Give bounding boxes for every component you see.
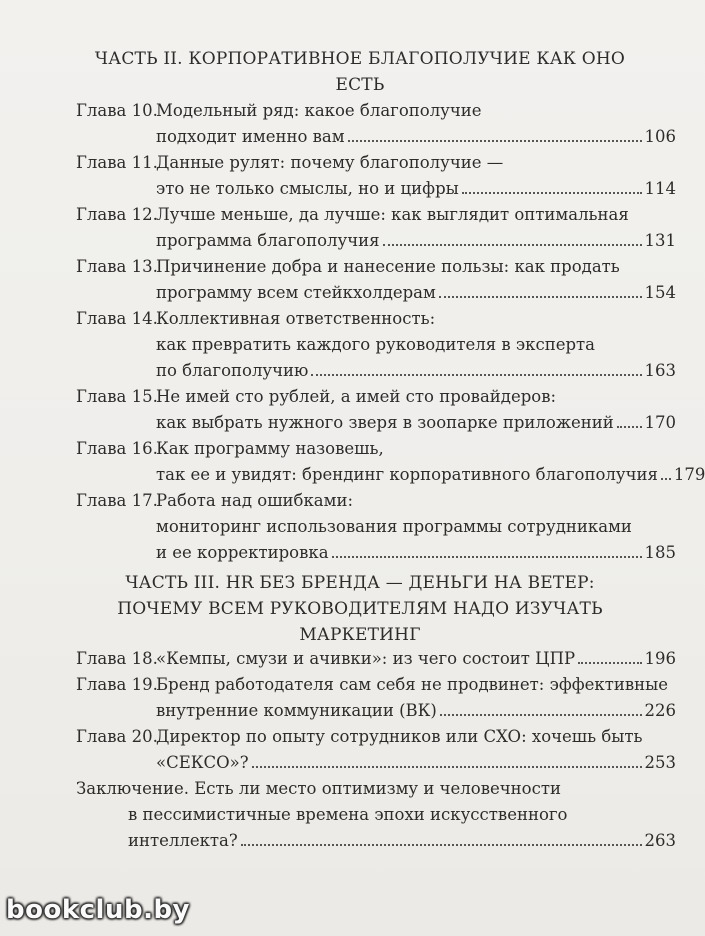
toc-entry [76, 436, 705, 488]
page-number: 131 [644, 231, 676, 250]
dot-leader [348, 124, 642, 142]
chapter-title-line: Лучше меньше, да лучше: как выглядит оптимальная [156, 205, 629, 224]
chapter-title-line: внутренние коммуникации (ВК) [156, 701, 437, 720]
toc-entry [76, 724, 676, 776]
chapter-label: Глава 18. [76, 649, 158, 668]
page-number: 170 [644, 413, 676, 432]
chapter-title-line: по благополучию [156, 361, 309, 380]
part-2-heading [60, 46, 660, 98]
toc-entry [76, 488, 676, 566]
dot-leader [311, 358, 641, 376]
chapter-title-line: это не только смыслы, но и цифры [156, 179, 459, 198]
chapter-title-line: Не имей сто рублей, а имей сто провайдеров: [156, 387, 557, 406]
chapter-title-line: Бренд работодателя сам себя не продвинет: эффективные [156, 675, 669, 694]
chapter-title-line: «Кемпы, смузи и ачивки»: из чего состоит ЦПР [156, 649, 576, 668]
chapter-label: Глава 20. [76, 727, 158, 746]
chapter-title-line: Причинение добра и нанесение пользы: как продать [156, 257, 620, 276]
chapter-label: Глава 13. [76, 257, 158, 276]
part-3-heading [60, 570, 660, 648]
chapter-label: Глава 11. [76, 153, 158, 172]
dot-leader [617, 410, 642, 428]
chapter-title-line: Как программу назовешь, [156, 439, 384, 458]
page-number: 114 [644, 179, 676, 198]
toc-entry [76, 384, 676, 436]
page-number: 253 [644, 753, 676, 772]
toc-entry [76, 150, 676, 202]
dot-leader [440, 698, 642, 716]
dot-leader [462, 176, 642, 194]
chapter-title-line: Работа над ошибками: [156, 491, 354, 510]
chapter-title-line: «СЕКСО»? [156, 753, 249, 772]
dot-leader [252, 750, 642, 768]
conclusion-entry [76, 776, 676, 854]
page-number: 196 [644, 649, 676, 668]
chapter-title-line: программу всем стейкхолдерам [156, 283, 436, 302]
chapter-title-line: Директор по опыту сотрудников или CXO: хочешь быть [156, 727, 643, 746]
toc-entry [76, 646, 676, 672]
page-number: 185 [644, 543, 676, 562]
dot-leader [439, 280, 642, 298]
chapter-title-line: как выбрать нужного зверя в зоопарке приложений [156, 413, 614, 432]
conclusion-line: интеллекта? [128, 831, 238, 850]
dot-leader [241, 828, 642, 846]
chapter-title-line: мониторинг использования программы сотрудниками [156, 517, 632, 536]
page-number: 154 [644, 283, 676, 302]
toc-entry [76, 254, 676, 306]
chapter-title-line: подходит именно вам [156, 127, 345, 146]
conclusion-line: в пессимистичные времена эпохи искусственного [128, 805, 568, 824]
chapter-label: Глава 10. [76, 101, 158, 120]
watermark-logo: bookclub.by [6, 895, 191, 925]
chapter-title-line: как превратить каждого руководителя в эксперта [156, 335, 595, 354]
part-3-title-line-2: ПОЧЕМУ ВСЕМ РУКОВОДИТЕЛЯМ НАДО ИЗУЧАТЬ [117, 599, 603, 619]
chapter-label: Глава 16. [76, 439, 158, 458]
chapter-title-line: Коллективная ответственность: [156, 309, 436, 328]
toc-entry [76, 306, 676, 384]
toc-entry [76, 98, 676, 150]
page-number: 226 [644, 701, 676, 720]
chapter-title-line: так ее и увидят: брендинг корпоративного благополучия [156, 465, 658, 484]
toc-entry [76, 202, 676, 254]
chapter-title-line: Данные рулят: почему благополучие — [156, 153, 504, 172]
chapter-label: Глава 15. [76, 387, 158, 406]
chapter-label: Глава 14. [76, 309, 158, 328]
chapter-title-line: и ее корректировка [156, 543, 329, 562]
dot-leader [578, 646, 641, 664]
chapter-title-line: программа благополучия [156, 231, 380, 250]
part-3-title-line-3: МАРКЕТИНГ [299, 625, 421, 645]
chapter-label: Глава 17. [76, 491, 158, 510]
chapter-title-line: Модельный ряд: какое благополучие [156, 101, 482, 120]
toc-entry [76, 672, 676, 724]
chapter-label: Глава 19. [76, 675, 158, 694]
chapter-label: Глава 12. [76, 205, 158, 224]
dot-leader [661, 462, 671, 480]
dot-leader [332, 540, 642, 558]
page-number: 263 [644, 831, 676, 850]
part-2-title-line-2: ЕСТЬ [335, 75, 385, 95]
conclusion-line: Заключение. Есть ли место оптимизму и человечности [76, 779, 561, 798]
dot-leader [383, 228, 642, 246]
page-number: 163 [644, 361, 676, 380]
page-number: 106 [644, 127, 676, 146]
part-3-title-line-1: ЧАСТЬ III. HR БЕЗ БРЕНДА — ДЕНЬГИ НА ВЕТЕР: [125, 573, 595, 593]
part-2-title-line-1: ЧАСТЬ II. КОРПОРАТИВНОЕ БЛАГОПОЛУЧИЕ КАК ОНО [94, 49, 626, 69]
page-number: 179 [673, 465, 705, 484]
